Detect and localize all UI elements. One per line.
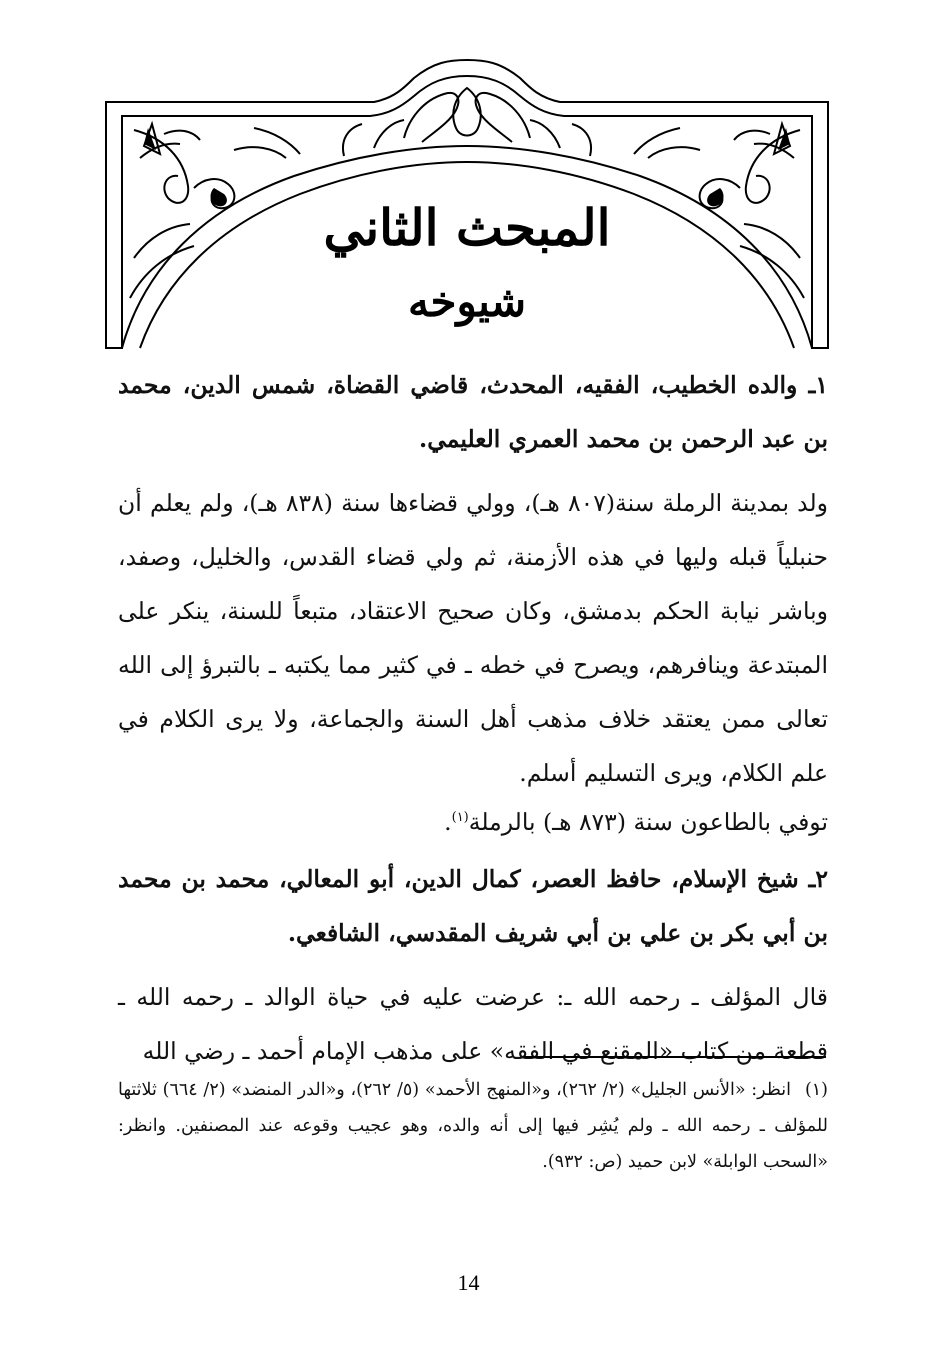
footnotes (118, 1072, 828, 1180)
paragraph-teacher-1-death (118, 802, 828, 842)
main-text (118, 358, 828, 1078)
footnote-text: انظر: «الأنس الجليل» (٢/ ٢٦٢)، و«المنهج الأحمد» (٥/ ٢٦٢)، و«الدر المنضد» (٢/ ٦٦٤) ثلاثتها للمؤلف ـ رحمه الله ـ ولم يُشِر فيها إلى أنه والده، وهو عجيب وقوعه عند المصنفين. وانظر: «السحب الوابلة» لابن حميد (ص: ٩٣٢). (118, 1080, 828, 1172)
footnote-separator (524, 1056, 826, 1058)
page-number: 14 (457, 1270, 480, 1295)
death-text: توفي بالطاعون سنة (٨٧٣ هـ) بالرملة (468, 808, 828, 836)
death-end: . (444, 808, 452, 836)
footnote-number: (١) (804, 1080, 828, 1100)
paragraph-teacher-1-bio: ولد بمدينة الرملة سنة(٨٠٧ هـ)، وولي قضاءها سنة (٨٣٨ هـ)، ولم يعلم أن حنبلياً قبله وليها في هذه الأزمنة، ثم ولي قضاء القدس، والخليل، وصفد، وباشر نيابة الحكم بدمشق، وكان صحيح الاعتقاد، متبعاً للسنة، ينكر على المبتدعة وينافرهم، ويصرح في خطه ـ في كثير مما يكتبه ـ بالتبرؤ إلى الله تعالى ممن يعتقد خلاف مذهب أهل السنة والجماعة، ولا يرى الكلام في علم الكلام، ويرى التسليم أسلم. (118, 489, 829, 787)
paragraph-author-note: قال المؤلف ـ رحمه الله ـ: عرضت عليه في حياة الوالد ـ رحمه الله ـ قطعة من كتاب «المقنع في الفقه» على مذهب الإمام أحمد ـ رضي الله (118, 983, 828, 1065)
paragraph-teacher-1 (118, 358, 828, 466)
chapter-title: المبحث الثاني (323, 198, 611, 257)
teacher-1-heading: ١ـ والده الخطيب، الفقيه، المحدث، قاضي القضاة، شمس الدين، محمد بن عبد الرحمن بن محمد العمري العليمي. (118, 371, 828, 453)
footnote-ref: (١) (451, 810, 469, 826)
chapter-subtitle: شيوخه (407, 277, 527, 326)
paragraph-teacher-2 (118, 852, 828, 960)
footnote-1 (118, 1072, 828, 1180)
chapter-header-ornament (104, 58, 830, 350)
teacher-2-heading: ٢ـ شيخ الإسلام، حافظ العصر، كمال الدين، أبو المعالي، محمد بن محمد بن أبي بكر بن علي بن أبي شريف المقدسي، الشافعي. (118, 865, 828, 947)
